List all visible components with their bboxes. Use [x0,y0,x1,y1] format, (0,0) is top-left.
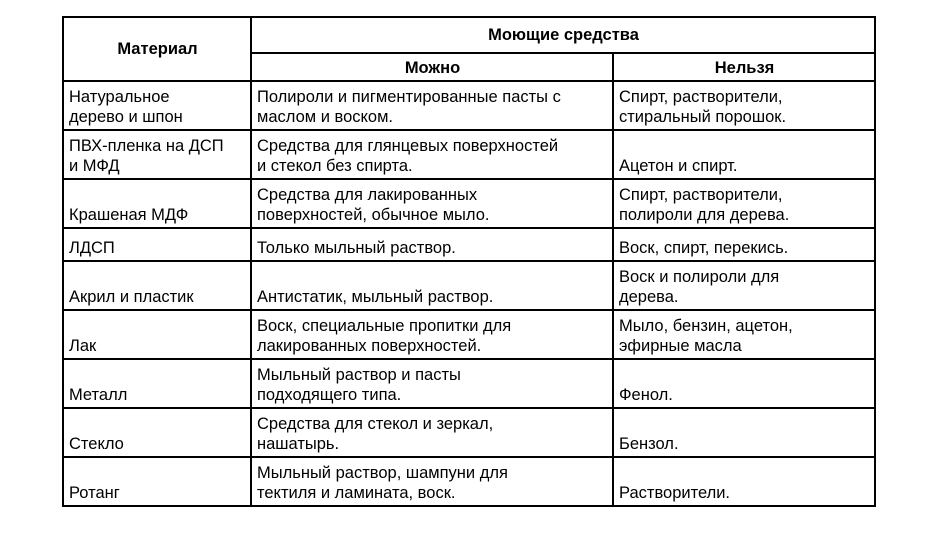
header-forbidden: Нельзя [613,53,875,81]
cell-material: Крашеная МДФ [63,179,251,228]
header-cleaning-agents: Моющие средства [251,17,875,53]
cell-material: Лак [63,310,251,359]
cell-material: Ротанг [63,457,251,506]
table-row [63,81,875,130]
cell-allowed: Средства для стекол и зеркал, нашатырь. [251,408,613,457]
cell-allowed: Средства для лакированных поверхностей, обычное мыло. [251,179,613,228]
cell-material: ПВХ-пленка на ДСП и МФД [63,130,251,179]
header-row-top [63,17,875,53]
cell-allowed: Антистатик, мыльный раствор. [251,261,613,310]
cell-forbidden: Воск и полироли для дерева. [613,261,875,310]
cell-material: Стекло [63,408,251,457]
cleaning-agents-table [62,16,876,507]
table-row [63,130,875,179]
cell-allowed: Средства для глянцевых поверхностей и стекол без спирта. [251,130,613,179]
cell-material: Акрил и пластик [63,261,251,310]
table-row [63,179,875,228]
cell-allowed: Полироли и пигментированные пасты с маслом и воском. [251,81,613,130]
table-row [63,457,875,506]
table-row [63,310,875,359]
header-allowed: Можно [251,53,613,81]
cell-forbidden: Спирт, растворители, полироли для дерева. [613,179,875,228]
cell-forbidden: Мыло, бензин, ацетон, эфирные масла [613,310,875,359]
table-row [63,228,875,261]
cell-forbidden: Воск, спирт, перекись. [613,228,875,261]
cell-material: ЛДСП [63,228,251,261]
cell-forbidden: Растворители. [613,457,875,506]
cell-allowed: Мыльный раствор и пасты подходящего типа. [251,359,613,408]
cell-allowed: Только мыльный раствор. [251,228,613,261]
table-row [63,261,875,310]
cell-forbidden: Спирт, растворители, стиральный порошок. [613,81,875,130]
table-row [63,408,875,457]
header-material: Материал [63,17,251,81]
cell-allowed: Воск, специальные пропитки для лакированных поверхностей. [251,310,613,359]
cell-material: Металл [63,359,251,408]
table-row [63,359,875,408]
cell-material: Натуральное дерево и шпон [63,81,251,130]
cell-forbidden: Фенол. [613,359,875,408]
cell-forbidden: Ацетон и спирт. [613,130,875,179]
cell-forbidden: Бензол. [613,408,875,457]
cleaning-table-container [62,16,876,507]
cell-allowed: Мыльный раствор, шампуни для тектиля и ламината, воск. [251,457,613,506]
